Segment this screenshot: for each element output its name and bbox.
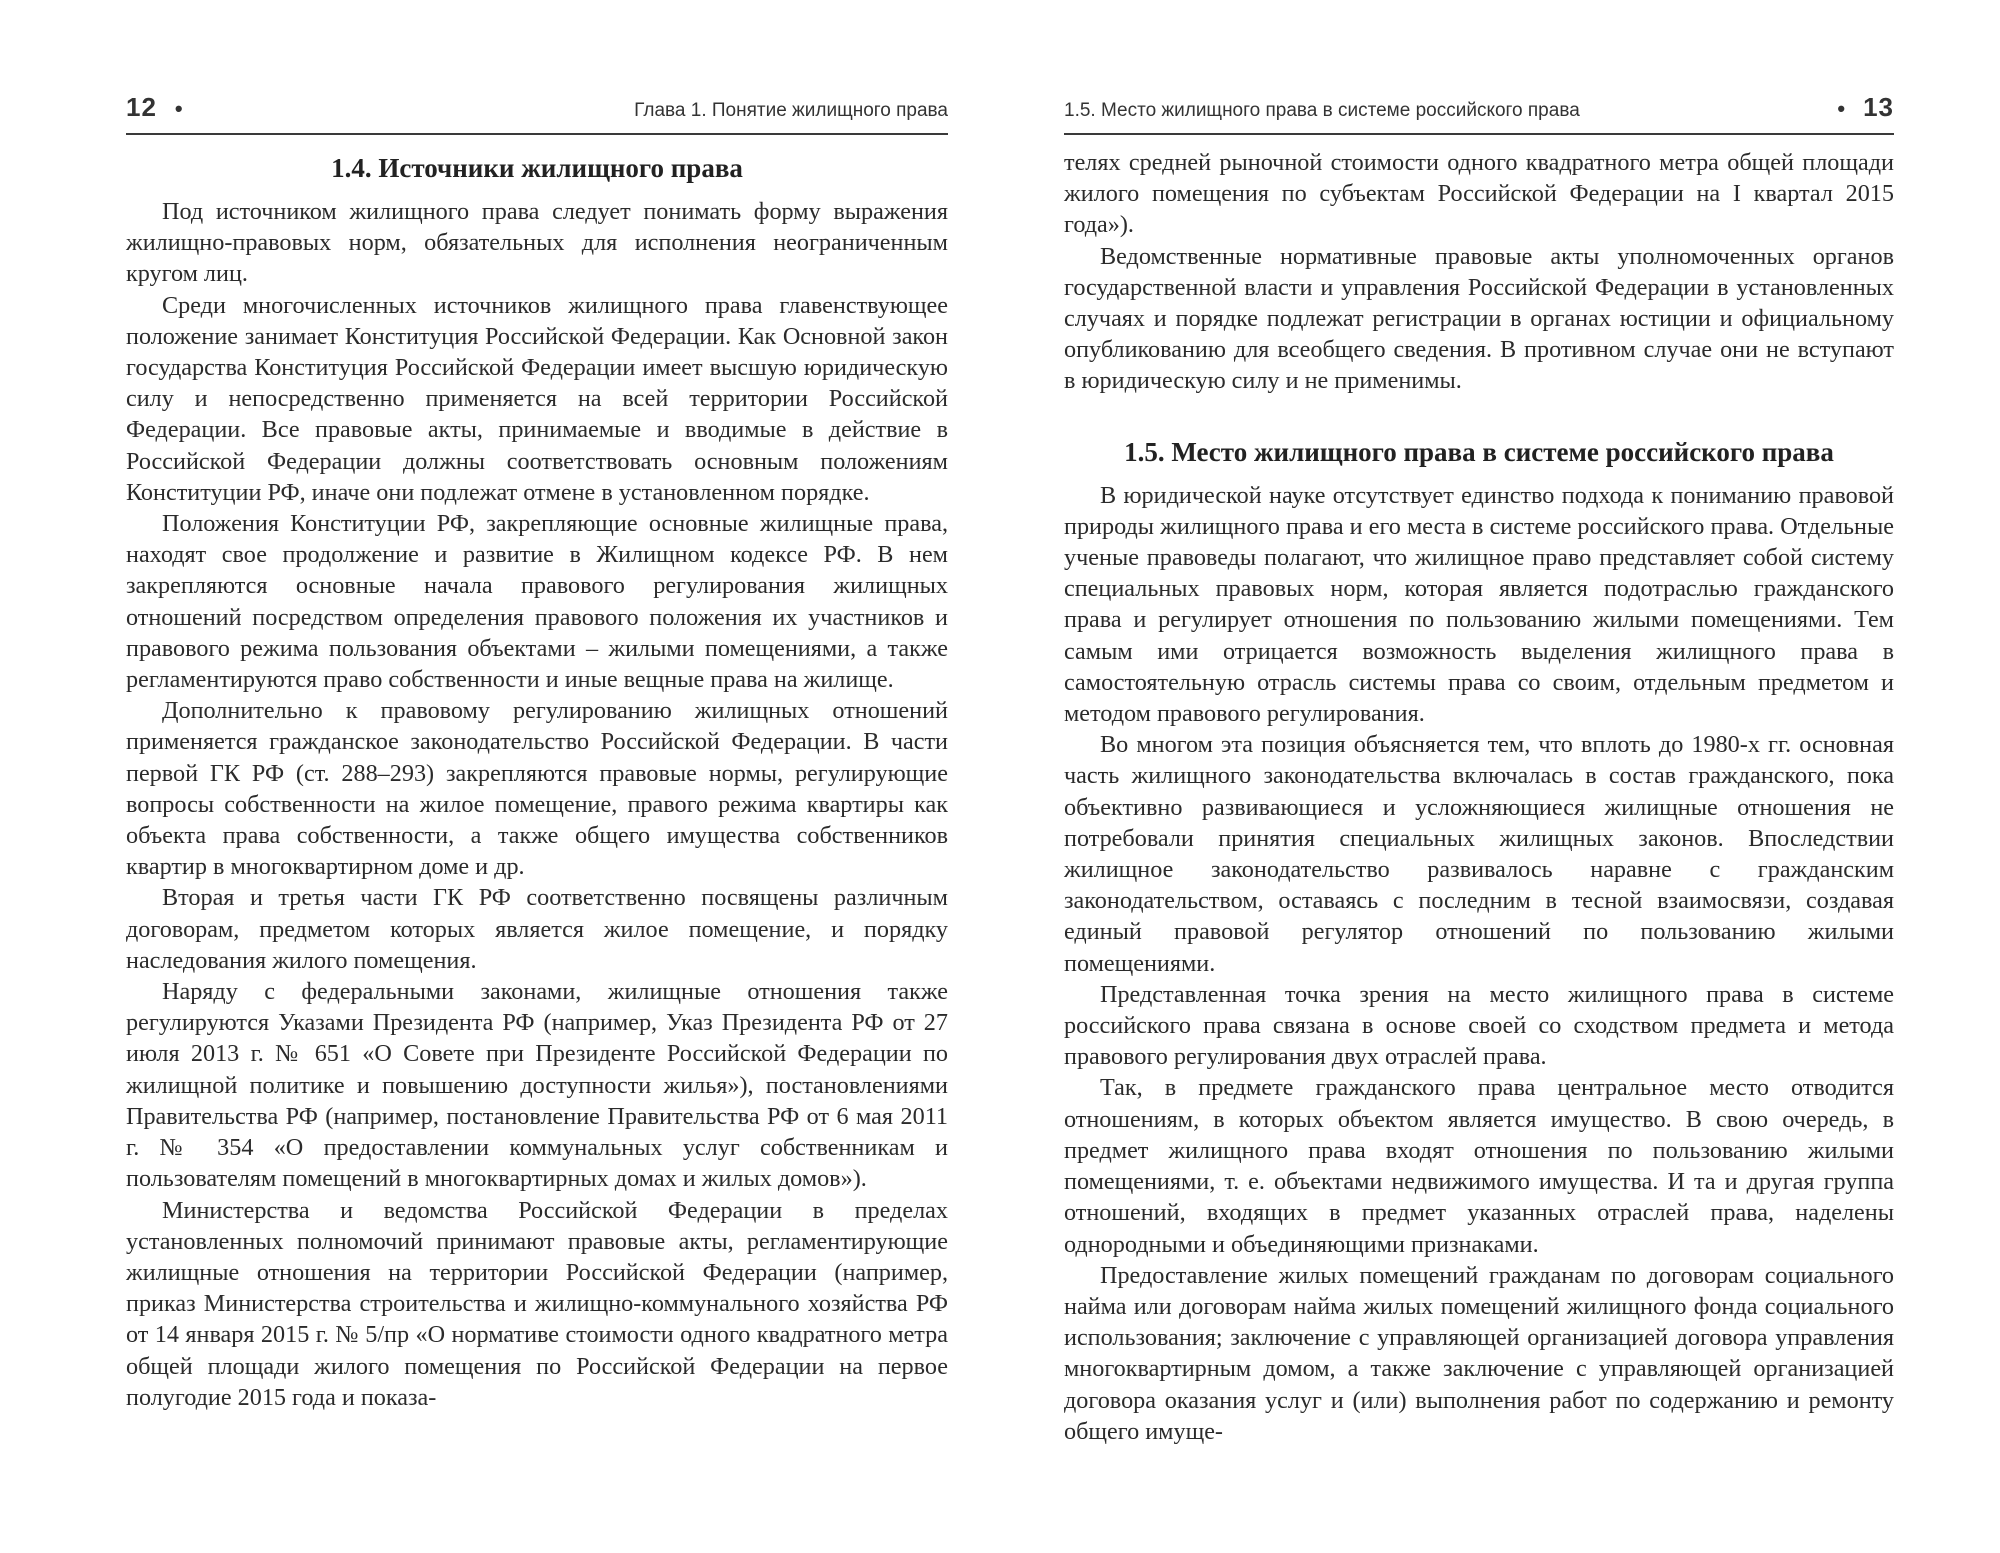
paragraph: Под источником жилищного права следует понимать форму выражения жилищно-правовых норм, обязательных для исполнения неограниченным кругом лиц. <box>126 198 948 288</box>
paragraph: Положения Конституции РФ, закрепляющие основные жилищные права, находят свое продолжение и развитие в Жилищном кодексе РФ. В нем закрепляются основные начала правового регулирования жилищных отношений посредством определения правового положения их участников и правового режима пользования объектами – жилыми помещениями, а также регламентируются право собственности и иные вещные права на жилище. <box>126 510 948 694</box>
right-running-title: 1.5. Место жилищного права в системе российского права <box>1064 100 1580 121</box>
paragraph: Представленная точка зрения на место жилищного права в системе российского права связана в основе своей со сходством предмета и метода правового регулирования двух отраслей права. <box>1064 980 1894 1071</box>
left-page-number: 12 <box>126 92 157 122</box>
paragraph: Ведомственные нормативные правовые акты уполномоченных органов государственной власти и управления Российской Федерации в установленных случаях и порядке подлежат регистрации в органах юстиции и официальному опубликованию для всеобщего сведения. В противном случае они не вступают в юридическую силу и не применимы. <box>1064 242 1894 395</box>
paragraph: Предоставление жилых помещений гражданам по договорам социального найма или договорам найма жилых помещений жилищного фонда социального использования; заключение с управляющей организацией договора управления многоквартирным домом, а также заключение с управляющей организацией договора оказания услуг и (или) выполнения работ по содержанию и ремонту общего имуще- <box>1064 1261 1894 1445</box>
left-running-title: Глава 1. Понятие жилищного права <box>634 100 948 121</box>
section-heading-1-5: 1.5. Место жилищного права в системе российского права <box>1124 436 1834 467</box>
paragraph: Так, в предмете гражданского права центральное место отводится отношениям, в которых объектом является имущество. В свою очередь, в предмет жилищного права входят отношения по пользованию жилыми помещениями, т. е. объектами недвижимого имущества. И та и другая группа отношений, входящих в предмет указанных отраслей права, наделены однородными и объединяющими признаками. <box>1064 1074 1894 1258</box>
paragraph: Наряду с федеральными законами, жилищные отношения также регулируются Указами Президента РФ (например, Указ Президента РФ от 27 июля 2013 г. № 651 «О Совете при Президенте Российской Федерации по жилищной политике и повышению доступности жилья»), постановлениями Правительства РФ (например, постановление Правительства РФ от 6 мая 2011 г. № 354 «О предоставлении коммунальных услуг собственникам и пользователям помещений в многоквартирных домах и жилых домов»). <box>126 978 948 1193</box>
paragraph: Во многом эта позиция объясняется тем, что вплоть до 1980-х гг. основная часть жилищного законодательства включалась в состав гражданского, пока объективно развивающиеся и усложняющиеся жилищные отношения не потребовали принятия специальных жилищных законов. Впоследствии жилищное законодательство развивалось наравне с гражданским законодательством, оставаясь с последним в тесной взаимосвязи, создавая единый правовой регулятор отношений по пользованию жилыми помещениями. <box>1064 731 1894 977</box>
section-heading-1-4: 1.4. Источники жилищного права <box>331 153 743 183</box>
left-header-bullet: • <box>174 96 183 121</box>
right-header-bullet: • <box>1837 96 1846 121</box>
continuation-paragraph: телях средней рыночной стоимости одного квадратного метра общей площади жилого помещения по субъектам Российской Федерации на I квартал 2015 года»). <box>1064 149 1894 239</box>
paragraph: В юридической науке отсутствует единство подхода к пониманию правовой природы жилищного права и его места в системе российского права. Отдельные ученые правоведы полагают, что жилищное право представляет собой систему специальных правовых норм, которая является подотраслью гражданского права и регулирует отношения по пользованию жилыми помещениями. Тем самым ими отрицается возможность выделения жилищного права в самостоятельную отрасль системы права со своим, отдельным предметом и методом правового регулирования. <box>1064 481 1894 728</box>
paragraph: Среди многочисленных источников жилищного права главенствующее положение занимает Конституция Российской Федерации. Как Основной закон государства Конституция Российской Федерации имеет высшую юридическую силу и непосредственно применяется на всей территории Российской Федерации. Все правовые акты, принимаемые и вводимые в действие в Российской Федерации должны соответствовать основным положениям Конституции РФ, иначе они подлежат отмене в установленном порядке. <box>126 291 948 506</box>
paragraph: Министерства и ведомства Российской Федерации в пределах установленных полномочий принимают правовые акты, регламентирующие жилищные отношения на территории Российской Федерации (например, приказ Министерства строительства и жилищно-коммунального хозяйства РФ от 14 января 2015 г. № 5/пр «О нормативе стоимости одного квадратного метра общей площади жилого помещения по Российской Федерации на первое полугодие 2015 года и показа- <box>126 1196 948 1411</box>
right-running-head <box>1064 92 1894 135</box>
right-page-number: 13 <box>1863 92 1894 122</box>
right-page <box>1000 0 2000 1553</box>
left-running-head <box>126 92 948 135</box>
paragraph: Вторая и третья части ГК РФ соответственно посвящены различным договорам, предметом которых является жилое помещение, и порядку наследования жилого помещения. <box>126 884 948 974</box>
paragraph: Дополнительно к правовому регулированию жилищных отношений применяется гражданское законодательство Российской Федерации. В части первой ГК РФ (ст. 288–293) закрепляются правовые нормы, регулирующие вопросы собственности на жилое помещение, правого режима квартиры как объекта права собственности, а также общего имущества собственников квартир в многоквартирном доме и др. <box>126 697 948 881</box>
